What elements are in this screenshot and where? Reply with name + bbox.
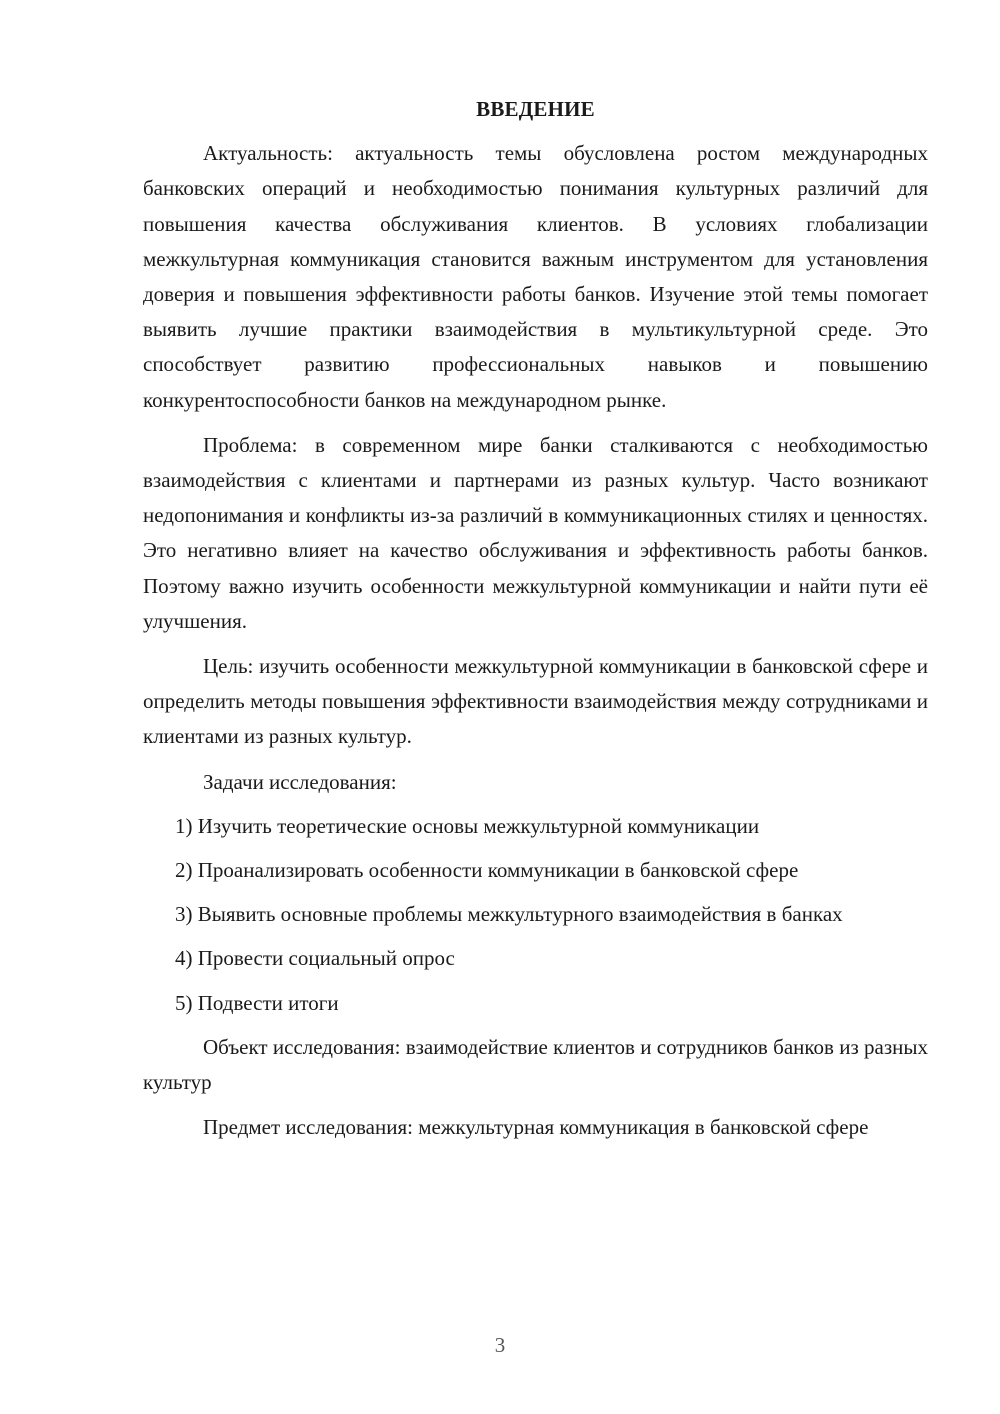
tasks-heading: Задачи исследования: xyxy=(203,769,397,794)
document-page xyxy=(143,92,928,1155)
goal-paragraph: Цель: изучить особенности межкультурной коммуникации в банковской сфере и определить методы повышения эффективности взаимодействия между сотрудниками и клиентами из разных культур. xyxy=(143,654,928,749)
problem-paragraph: Проблема: в современном мире банки сталкиваются с необходимостью взаимодействия с клиентами и партнерами из разных культур. Часто возникают недопонимания и конфликты из-за различий в коммуникационных стилях и ценностях. Это негативно влияет на качество обслуживания и эффективность работы банков. Поэтому важно изучить особенности межкультурной коммуникации и найти пути её улучшения. xyxy=(143,432,928,633)
relevance-paragraph: Актуальность: актуальность темы обусловлена ростом международных банковских операций и необходимостью понимания культурных различий для повышения качества обслуживания клиентов. В условиях глобализации межкультурная коммуникация становится важным инструментом для установления доверия и повышения эффективности работы банков. Изучение этой темы помогает выявить лучшие практики взаимодействия в мультикультурной среде. Это способствует развитию профессиональных навыков и повышению конкурентоспособности банков на международном рынке. xyxy=(143,141,928,412)
object-paragraph: Объект исследования: взаимодействие клиентов и сотрудников банков из разных культур xyxy=(143,1034,928,1095)
task-item: 4) Провести социальный опрос xyxy=(175,946,455,971)
section-title: ВВЕДЕНИЕ xyxy=(476,97,595,121)
subject-paragraph: Предмет исследования: межкультурная коммуникация в банковской сфере xyxy=(203,1115,869,1140)
task-item: 1) Изучить теоретические основы межкультурной коммуникации xyxy=(175,813,760,838)
page-number: 3 xyxy=(494,1333,506,1357)
tasks-list xyxy=(143,809,928,1021)
task-item: 5) Подвести итоги xyxy=(175,990,339,1015)
task-item: 2) Проанализировать особенности коммуникации в банковской сфере xyxy=(175,858,799,883)
task-item: 3) Выявить основные проблемы межкультурного взаимодействия в банках xyxy=(175,902,843,927)
